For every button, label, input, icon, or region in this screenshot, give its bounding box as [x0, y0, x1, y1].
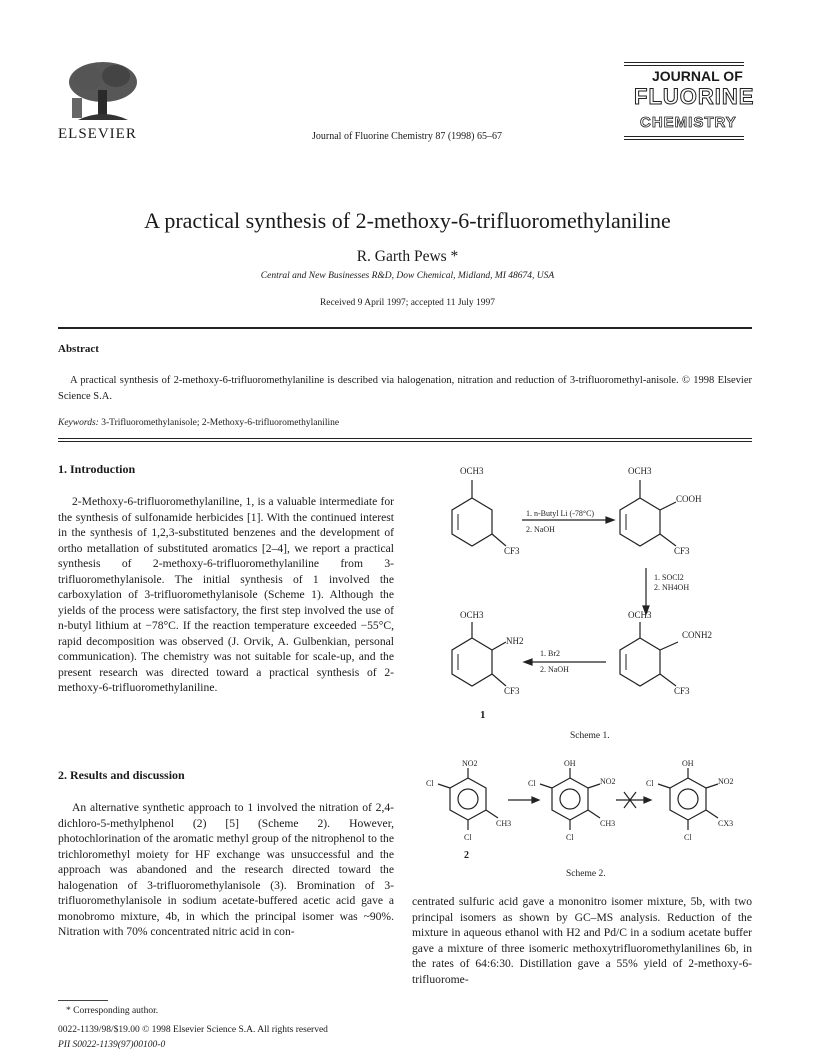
s1-och3-b: OCH3	[628, 466, 652, 476]
s1-compound-1: 1	[480, 709, 486, 721]
s2-no2-a: NO2	[462, 759, 478, 768]
s2-cl-a2: Cl	[464, 833, 472, 842]
abstract-keywords	[58, 418, 752, 428]
intro-text	[58, 494, 394, 696]
divider-top	[58, 327, 752, 329]
scheme-2	[420, 758, 760, 888]
publisher-name: ELSEVIER	[58, 126, 137, 142]
issn-line: 0022-1139/98/$19.00 © 1998 Elsevier Science S.A. All rights reserved	[58, 1025, 328, 1035]
s2-ch3-b: CH3	[600, 819, 616, 828]
s2-compound-2: 2	[464, 850, 469, 861]
ring-nitrophenol	[552, 778, 588, 820]
s1-step1b: 2. NaOH	[526, 525, 555, 534]
s1-step3b: 2. NaOH	[540, 665, 569, 674]
divider-abstract	[58, 438, 752, 439]
s2-no2-c: NO2	[718, 777, 734, 786]
scheme-2-caption: Scheme 2.	[566, 869, 606, 879]
article-received: Received 9 April 1997; accepted 11 July 1997	[319, 298, 496, 308]
journal-logo-line3: CHEMISTRY	[640, 114, 737, 131]
keywords-text: 3-Trifluoromethylanisole; 2-Methoxy-6-trifluoromethylaniline	[101, 418, 340, 428]
s1-nh2: NH2	[506, 636, 524, 646]
s2-cx3-c: CX3	[718, 819, 734, 828]
scheme-1-caption: Scheme 1.	[570, 731, 610, 741]
results-paragraph: An alternative synthetic approach to 1 involved the nitration of 2,4-dichloro-5-methylphenol (2) [5] (Scheme 2). However, photochlorination of the aromatic methyl group of the nitrophenol to the trichloromethyl moiety for HF exchange was unsuccessful and the approach was abandoned and the research directed toward the halogenation of 3-trifluoromethylanisole (3). Bromination of 3-trifluoromethylanisole in sodium acetate-buffered acetic acid gave a monobromo mixture, 4b, in which the principal isomer was ~90%. Nitration with 70% concentrated nitric acid in con-	[58, 801, 394, 938]
abstract-heading: Abstract	[58, 343, 99, 355]
s2-cl-b1: Cl	[528, 779, 536, 788]
scheme-2-svg	[420, 758, 760, 888]
footnote-rule	[58, 1000, 108, 1001]
intro-heading: 1. Introduction	[58, 462, 136, 476]
s2-oh-c: OH	[682, 759, 694, 768]
results-text	[58, 800, 394, 940]
s2-oh-b: OH	[564, 759, 576, 768]
s1-cf3-b: CF3	[674, 546, 690, 556]
s1-cf3-c: CF3	[674, 686, 690, 696]
journal-logo	[620, 62, 755, 148]
s2-no2-b: NO2	[600, 777, 616, 786]
elsevier-tree-icon	[58, 58, 148, 128]
article-affiliation: Central and New Businesses R&D, Dow Chemical, Midland, MI 48674, USA	[260, 271, 555, 281]
intro-paragraph: 2-Methoxy-6-trifluoromethylaniline, 1, is a valuable intermediate for the synthesis of sulfonamide herbicides [1]. With the continued interest in the synthesis of 1,2,3-substituted benzenes and the development of ortho metallation of substituted aromatics [2–4], we report a practical synthesis of 2-methoxy-6-trifluoromethylaniline from 3-trifluoromethylanisole. The initial synthesis of 1 involved the carboxylation of 3-trifluoromethylanisole (Scheme 1). Although the yields of the process were satisfactory, the first step involved the use of n-butyl lithium at −78°C. If the reaction temperature exceeded −55°C, rapid decomposition was observed (J. Orvik, A. Gulbenkian, personal communication). The chemistry was not suitable for scale-up, and the present research was directed toward a practical synthesis of 2-methoxy-6-trifluoromethylaniline.	[58, 495, 394, 694]
s2-cl-b2: Cl	[566, 833, 574, 842]
scheme-1-svg	[420, 458, 760, 748]
ring-trihalomethyl-nitrophenol	[670, 778, 706, 820]
s2-cl-c1: Cl	[646, 779, 654, 788]
results-heading: 2. Results and discussion	[58, 768, 185, 782]
article-author: R. Garth Pews *	[356, 248, 459, 265]
s2-ch3-a: CH3	[496, 819, 512, 828]
publisher-logo	[58, 58, 148, 128]
s1-och3-a: OCH3	[460, 466, 484, 476]
pii-line: PII S0022-1139(97)00100-0	[58, 1040, 166, 1050]
s1-cf3-d: CF3	[504, 686, 520, 696]
article-title: A practical synthesis of 2-methoxy-6-trifluoromethylaniline	[144, 208, 671, 233]
s1-cooh: COOH	[676, 494, 702, 504]
journal-logo-line2: FLUORINE	[634, 84, 755, 109]
s1-step3a: 1. Br2	[540, 649, 560, 658]
s1-och3-c: OCH3	[628, 610, 652, 620]
s1-step1a: 1. n-Butyl Li (-78°C)	[526, 509, 595, 518]
s1-och3-d: OCH3	[460, 610, 484, 620]
s1-step2a: 1. SOCl2	[654, 573, 684, 582]
right-column-text	[412, 894, 752, 987]
s2-cl-a1: Cl	[426, 779, 434, 788]
s1-step2b: 2. NH4OH	[654, 583, 690, 592]
s2-cl-c2: Cl	[684, 833, 692, 842]
journal-logo-line1: JOURNAL OF	[652, 68, 743, 84]
right-paragraph: centrated sulfuric acid gave a mononitro isomer mixture, 5b, with two principal isomers as shown by GC–MS analysis. Reduction of the mixture in aqueous ethanol with H2 and Pd/C in a sodium acetate buffer gave a mixture of three isomeric methoxytrifluoromethylanilines 6b, in the rates of 64:6:30. Distillation gave a 55% yield of 2-methoxy-6-trifluorome-	[412, 895, 752, 986]
divider-abstract-2	[58, 441, 752, 442]
ring-dichloromethylphenol-nitro	[450, 778, 486, 820]
s1-conh2: CONH2	[682, 630, 713, 640]
abstract-text: A practical synthesis of 2-methoxy-6-trifluoromethylaniline is described via halogenation, nitration and reduction of 3-trifluoromethyl-anisole. © 1998 Elsevier Science S.A.	[58, 375, 752, 402]
scheme-1	[420, 458, 760, 748]
running-head: Journal of Fluorine Chemistry 87 (1998) 65–67	[312, 131, 502, 142]
footnote: * Corresponding author.	[66, 1006, 159, 1016]
keywords-label: Keywords:	[58, 418, 99, 428]
s1-cf3-a: CF3	[504, 546, 520, 556]
